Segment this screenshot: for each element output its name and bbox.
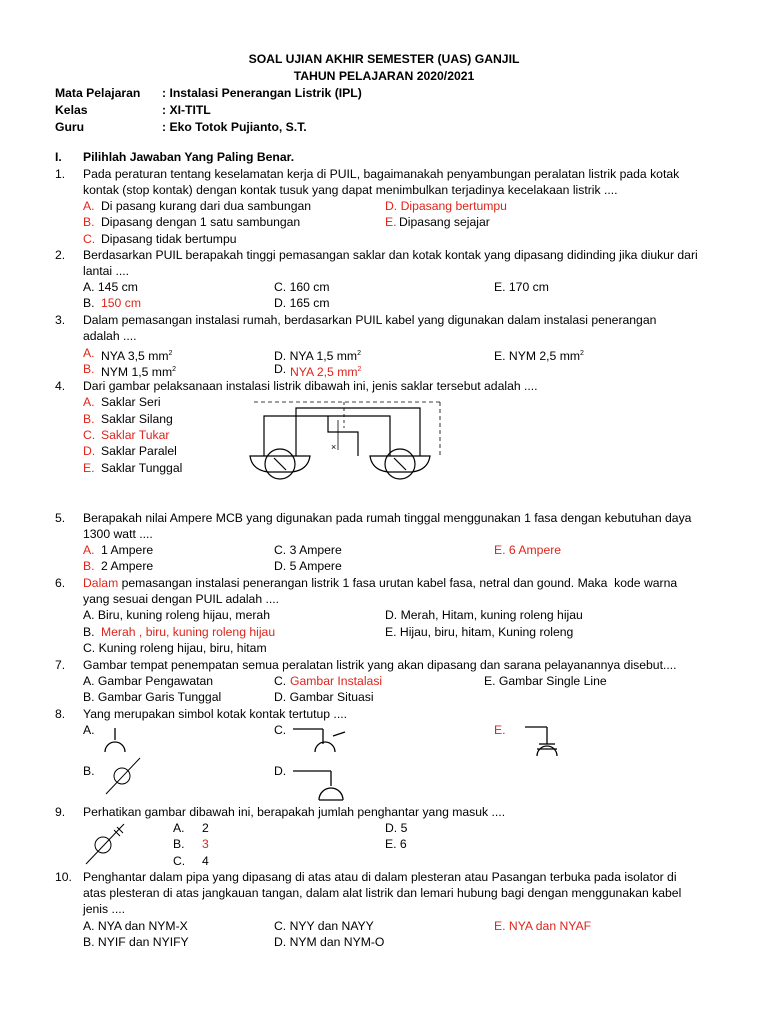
q8-option-a: A. <box>83 723 95 737</box>
q6-option-c: C. Kuning roleng hijau, biru, hitam <box>83 641 267 655</box>
q1-option-c-letter: C. <box>83 232 96 246</box>
q9-text: Perhatikan gambar dibawah ini, berapakah jumlah penghantar yang masuk .... <box>83 805 506 819</box>
q1-text-line1: Pada peraturan tentang keselamatan kerja di PUIL, bagaimanakah penyambungan peralatan listrik pada kotak <box>83 167 680 181</box>
q2-option-c: C. 160 cm <box>274 280 330 294</box>
page-title: SOAL UJIAN AKHIR SEMESTER (UAS) GANJIL <box>248 52 520 66</box>
q3-text-line1: Dalam pemasangan instalasi rumah, berdasarkan PUIL kabel yang digunakan dalam instalasi penerangan <box>83 313 657 327</box>
q9-option-b-letter: B. <box>173 837 185 851</box>
q9-option-a: 2 <box>202 821 209 835</box>
q4-option-c: Saklar Tukar <box>101 428 170 442</box>
q10-option-c: C. NYY dan NAYY <box>274 919 374 933</box>
q1-option-b: Dipasang dengan 1 satu sambungan <box>101 215 301 229</box>
q1-text-line2: kontak (stop kontak) dengan kontak tusuk yang dapat menimbulkan terjadinya kecelakaan listrik .... <box>83 183 618 197</box>
q3-text-line2: adalah .... <box>83 329 137 343</box>
q8-number: 8. <box>55 707 66 721</box>
socket-symbol-a-icon <box>100 728 130 756</box>
info-label-teacher: Guru <box>55 120 85 134</box>
q10-text-line1: Penghantar dalam pipa yang dipasang di atas atau di dalam plesteran atau Pasangan terbuka pada isolator di <box>83 870 677 884</box>
q6-text-line1: Dalam pemasangan instalasi penerangan listrik 1 fasa urutan kabel fasa, netral dan gound. Maka kode warna <box>83 576 678 590</box>
q7-option-d: D. Gambar Situasi <box>274 690 374 704</box>
q9-option-a-letter: A. <box>173 821 185 835</box>
q5-option-d: D. 5 Ampere <box>274 559 342 573</box>
q4-option-d-letter: D. <box>83 444 96 458</box>
q3-option-d2: NYA 2,5 $mm^2$ <box>290 365 362 380</box>
q9-option-c-letter: C. <box>173 854 186 868</box>
socket-symbol-b-icon <box>104 756 144 796</box>
info-label-class: Kelas <box>55 103 88 117</box>
q5-text-line1: Berapakah nilai Ampere MCB yang digunakan pada rumah tinggal menggunakan 1 fasa dengan kebutuhan daya <box>83 511 692 525</box>
q1-number: 1. <box>55 167 66 181</box>
q5-option-e: E. 6 Ampere <box>494 543 562 557</box>
q7-option-e: E. Gambar Single Line <box>484 674 607 688</box>
q7-option-b: B. Gambar Garis Tunggal <box>83 690 222 704</box>
q6-option-d: D. Merah, Hitam, kuning roleng hijau <box>385 608 583 622</box>
q2-option-b-letter: B. <box>83 296 95 310</box>
q5-option-b: 2 Ampere <box>101 559 154 573</box>
q9-option-d: D. 5 <box>385 821 408 835</box>
q10-option-d: D. NYM dan NYM-O <box>274 935 385 949</box>
q4-option-b-letter: B. <box>83 412 95 426</box>
q6-text-line2: yang sesuai dengan PUIL adalah .... <box>83 592 280 606</box>
q5-option-b-letter: B. <box>83 559 95 573</box>
q4-option-e: Saklar Tunggal <box>101 461 183 475</box>
q4-option-e-letter: E. <box>83 461 95 475</box>
q2-option-a: A. 145 cm <box>83 280 138 294</box>
q5-number: 5. <box>55 511 66 525</box>
section-title: Pilihlah Jawaban Yang Paling Benar. <box>83 150 295 164</box>
q3-option-d: D. NYA 1,5 $mm^2$ <box>274 349 361 364</box>
q8-option-d: D. <box>274 764 287 778</box>
q5-option-c: C. 3 Ampere <box>274 543 342 557</box>
q1-option-b-letter: B. <box>83 215 95 229</box>
q1-option-e: Dipasang sejajar <box>399 215 490 229</box>
q8-option-b: B. <box>83 764 95 778</box>
socket-symbol-e-icon <box>525 722 565 762</box>
q6-option-b-letter: B. <box>83 625 95 639</box>
q1-option-a: Di pasang kurang dari dua sambungan <box>101 199 312 213</box>
info-value-teacher: : Eko Totok Pujianto, S.T. <box>162 120 307 134</box>
q2-option-d: D. 165 cm <box>274 296 330 310</box>
q6-option-b: Merah , biru, kuning roleng hijau <box>101 625 276 639</box>
q7-option-a: A. Gambar Pengawatan <box>83 674 214 688</box>
q2-option-b: 150 cm <box>101 296 141 310</box>
q10-option-a: A. NYA dan NYM-X <box>83 919 188 933</box>
q3-option-b: NYM 1,5 $mm^2$ <box>101 365 177 380</box>
q4-option-a: Saklar Seri <box>101 395 161 409</box>
q2-number: 2. <box>55 248 66 262</box>
q8-option-c: C. <box>274 723 287 737</box>
section-number: I. <box>55 150 62 164</box>
q2-text-line1: Berdasarkan PUIL berapakah tinggi pemasangan saklar dan kotak kontak yang dipasang didinding jika diukur dari <box>83 248 698 262</box>
q10-text-line3: jenis .... <box>83 902 125 916</box>
info-label-subject: Mata Pelajaran <box>55 86 141 100</box>
q9-number: 9. <box>55 805 66 819</box>
info-value-subject: : Instalasi Penerangan Listrik (IPL) <box>162 86 362 100</box>
q5-text-line2: 1300 watt .... <box>83 527 153 541</box>
q4-text: Dari gambar pelaksanaan instalasi listrik dibawah ini, jenis saklar tersebut adalah .... <box>83 379 538 393</box>
socket-symbol-d-icon <box>293 766 353 806</box>
q4-option-c-letter: C. <box>83 428 96 442</box>
q10-option-e: E. NYA dan NYAF <box>494 919 592 933</box>
q7-option-c: Gambar Instalasi <box>290 674 383 688</box>
q3-option-b-letter: B. <box>83 362 95 376</box>
q1-option-a-letter: A. <box>83 199 95 213</box>
q3-option-d2-letter: D. <box>274 362 287 376</box>
q10-text-line2: atas plesteran di atas jangkauan tangan, dalam alat listrik dan lemari hubung bagi dengan menggunakan kabel <box>83 886 682 900</box>
socket-symbol-c-icon <box>293 724 353 754</box>
q3-option-a-letter: A. <box>83 346 95 360</box>
q6-option-a: A. Biru, kuning roleng hijau, merah <box>83 608 270 622</box>
q8-text: Yang merupakan simbol kotak kontak tertutup .... <box>83 707 347 721</box>
q4-option-d: Saklar Paralel <box>101 444 177 458</box>
q3-option-a: NYA 3,5 $mm^2$ <box>101 349 173 364</box>
q1-option-d: D. Dipasang bertumpu <box>385 199 507 213</box>
q3-option-e: E. NYM 2,5 $mm^2$ <box>494 349 584 364</box>
info-value-class: : XI-TITL <box>162 103 211 117</box>
diagram-cross-mark: × <box>331 442 337 452</box>
q9-option-b: 3 <box>202 837 209 851</box>
q9-option-c: 4 <box>202 854 209 868</box>
q10-option-b: B. NYIF dan NYIFY <box>83 935 189 949</box>
q5-option-a-letter: A. <box>83 543 95 557</box>
q6-number: 6. <box>55 576 66 590</box>
q2-option-e: E. 170 cm <box>494 280 549 294</box>
q4-option-b: Saklar Silang <box>101 412 173 426</box>
q7-option-c-letter: C. <box>274 674 287 688</box>
q7-text: Gambar tempat penempatan semua peralatan listrik yang akan dipasang dan sarana pelayanannya disebut.... <box>83 658 677 672</box>
q4-number: 4. <box>55 379 66 393</box>
q3-number: 3. <box>55 313 66 327</box>
switch-wiring-diagram <box>240 398 455 498</box>
conductor-symbol-icon <box>84 822 130 866</box>
q9-option-e: E. 6 <box>385 837 407 851</box>
q8-option-e: E. <box>494 723 506 737</box>
q1-option-e-letter: E. <box>385 215 397 229</box>
q7-number: 7. <box>55 658 66 672</box>
q2-text-line2: lantai .... <box>83 264 130 278</box>
page-subtitle: TAHUN PELAJARAN 2020/2021 <box>293 69 475 83</box>
q5-option-a: 1 Ampere <box>101 543 154 557</box>
q10-number: 10. <box>55 870 72 884</box>
q1-option-c: Dipasang tidak bertumpu <box>101 232 237 246</box>
q4-option-a-letter: A. <box>83 395 95 409</box>
q6-option-e: E. Hijau, biru, hitam, Kuning roleng <box>385 625 574 639</box>
